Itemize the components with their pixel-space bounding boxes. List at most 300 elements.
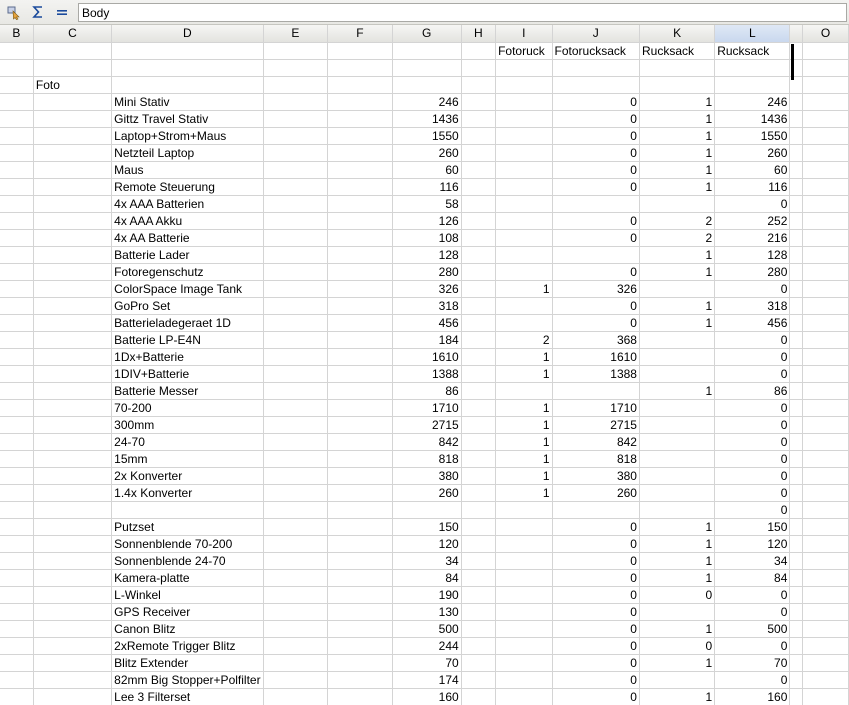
cell-G-20[interactable]: 1388 [392, 365, 461, 382]
cell-G-36[interactable]: 244 [392, 637, 461, 654]
cell-E-14[interactable] [263, 263, 328, 280]
cell-L-12[interactable]: 216 [715, 229, 790, 246]
cell-D-36[interactable]: 2xRemote Trigger Blitz [112, 637, 263, 654]
cell-M-34[interactable] [790, 603, 803, 620]
cell-B-10[interactable] [0, 195, 33, 212]
cell-O-36[interactable] [802, 637, 848, 654]
cell-M-29[interactable] [790, 518, 803, 535]
cell-F-6[interactable] [328, 127, 392, 144]
cell-C-24[interactable] [33, 433, 111, 450]
cell-H-1[interactable] [461, 42, 495, 59]
cell-D-35[interactable]: Canon Blitz [112, 620, 263, 637]
cell-H-18[interactable] [461, 331, 495, 348]
cell-M-16[interactable] [790, 297, 803, 314]
cell-K-9[interactable]: 1 [639, 178, 714, 195]
table-row[interactable] [0, 637, 849, 654]
cell-F-26[interactable] [328, 467, 392, 484]
cell-L-5[interactable]: 1436 [715, 110, 790, 127]
spreadsheet-grid[interactable] [0, 25, 849, 705]
cell-J-12[interactable]: 0 [552, 229, 639, 246]
table-row[interactable] [0, 314, 849, 331]
table-row[interactable] [0, 416, 849, 433]
table-row[interactable] [0, 178, 849, 195]
cell-K-26[interactable] [639, 467, 714, 484]
cell-O-30[interactable] [802, 535, 848, 552]
cell-B-18[interactable] [0, 331, 33, 348]
cell-K-20[interactable] [639, 365, 714, 382]
table-row[interactable] [0, 467, 849, 484]
column-header-B[interactable]: B [0, 25, 33, 42]
cell-C-6[interactable] [33, 127, 111, 144]
cell-E-15[interactable] [263, 280, 328, 297]
cell-J-3[interactable] [552, 76, 639, 93]
table-row[interactable] [0, 518, 849, 535]
cell-G-6[interactable]: 1550 [392, 127, 461, 144]
table-row[interactable] [0, 688, 849, 705]
cell-K-5[interactable]: 1 [639, 110, 714, 127]
cell-I-37[interactable] [496, 654, 552, 671]
cell-D-11[interactable]: 4x AAA Akku [112, 212, 263, 229]
cell-C-11[interactable] [33, 212, 111, 229]
table-row[interactable] [0, 144, 849, 161]
cell-D-24[interactable]: 24-70 [112, 433, 263, 450]
cell-D-16[interactable]: GoPro Set [112, 297, 263, 314]
cell-M-20[interactable] [790, 365, 803, 382]
cell-M-6[interactable] [790, 127, 803, 144]
cell-C-16[interactable] [33, 297, 111, 314]
cell-O-19[interactable] [802, 348, 848, 365]
cell-I-33[interactable] [496, 586, 552, 603]
cell-C-29[interactable] [33, 518, 111, 535]
cell-G-27[interactable]: 260 [392, 484, 461, 501]
cell-E-28[interactable] [263, 501, 328, 518]
column-header-M[interactable] [790, 25, 803, 42]
cell-D-22[interactable]: 70-200 [112, 399, 263, 416]
formula-input[interactable]: Body [78, 3, 847, 22]
cell-L-23[interactable]: 0 [715, 416, 790, 433]
cell-M-7[interactable] [790, 144, 803, 161]
table-row[interactable] [0, 569, 849, 586]
table-row[interactable] [0, 246, 849, 263]
cell-E-22[interactable] [263, 399, 328, 416]
cell-E-27[interactable] [263, 484, 328, 501]
cell-K-13[interactable]: 1 [639, 246, 714, 263]
cell-H-26[interactable] [461, 467, 495, 484]
cell-I-20[interactable]: 1 [496, 365, 552, 382]
cell-I-24[interactable]: 1 [496, 433, 552, 450]
cell-M-12[interactable] [790, 229, 803, 246]
cell-F-17[interactable] [328, 314, 392, 331]
cell-O-10[interactable] [802, 195, 848, 212]
cell-H-29[interactable] [461, 518, 495, 535]
cell-O-38[interactable] [802, 671, 848, 688]
cell-C-27[interactable] [33, 484, 111, 501]
cell-F-33[interactable] [328, 586, 392, 603]
cell-M-13[interactable] [790, 246, 803, 263]
cell-E-8[interactable] [263, 161, 328, 178]
cell-E-31[interactable] [263, 552, 328, 569]
cell-H-19[interactable] [461, 348, 495, 365]
cell-B-5[interactable] [0, 110, 33, 127]
cell-M-15[interactable] [790, 280, 803, 297]
cell-O-37[interactable] [802, 654, 848, 671]
cell-L-19[interactable]: 0 [715, 348, 790, 365]
cell-O-39[interactable] [802, 688, 848, 705]
cell-K-33[interactable]: 0 [639, 586, 714, 603]
cell-M-5[interactable] [790, 110, 803, 127]
cell-G-3[interactable] [392, 76, 461, 93]
table-row[interactable] [0, 195, 849, 212]
cell-E-36[interactable] [263, 637, 328, 654]
cell-O-23[interactable] [802, 416, 848, 433]
cell-J-6[interactable]: 0 [552, 127, 639, 144]
cell-E-12[interactable] [263, 229, 328, 246]
cell-K-28[interactable] [639, 501, 714, 518]
column-header-I[interactable]: I [496, 25, 552, 42]
cell-H-36[interactable] [461, 637, 495, 654]
cell-F-36[interactable] [328, 637, 392, 654]
cell-I-22[interactable]: 1 [496, 399, 552, 416]
cell-H-11[interactable] [461, 212, 495, 229]
cell-F-4[interactable] [328, 93, 392, 110]
cell-J-7[interactable]: 0 [552, 144, 639, 161]
cell-C-22[interactable] [33, 399, 111, 416]
cell-O-26[interactable] [802, 467, 848, 484]
cell-C-35[interactable] [33, 620, 111, 637]
cell-O-21[interactable] [802, 382, 848, 399]
cell-B-12[interactable] [0, 229, 33, 246]
cell-G-12[interactable]: 108 [392, 229, 461, 246]
cell-J-37[interactable]: 0 [552, 654, 639, 671]
cell-O-3[interactable] [802, 76, 848, 93]
cell-I-26[interactable]: 1 [496, 467, 552, 484]
cell-D-20[interactable]: 1DIV+Batterie [112, 365, 263, 382]
cell-F-7[interactable] [328, 144, 392, 161]
cell-B-25[interactable] [0, 450, 33, 467]
cell-J-8[interactable]: 0 [552, 161, 639, 178]
cell-G-21[interactable]: 86 [392, 382, 461, 399]
cell-E-21[interactable] [263, 382, 328, 399]
cell-J-16[interactable]: 0 [552, 297, 639, 314]
column-header-E[interactable]: E [263, 25, 328, 42]
cell-K-37[interactable]: 1 [639, 654, 714, 671]
cell-H-12[interactable] [461, 229, 495, 246]
cell-C-10[interactable] [33, 195, 111, 212]
cell-I-25[interactable]: 1 [496, 450, 552, 467]
cell-J-29[interactable]: 0 [552, 518, 639, 535]
cell-J-35[interactable]: 0 [552, 620, 639, 637]
cell-B-14[interactable] [0, 263, 33, 280]
cell-B-34[interactable] [0, 603, 33, 620]
cell-F-21[interactable] [328, 382, 392, 399]
cell-O-14[interactable] [802, 263, 848, 280]
cell-G-10[interactable]: 58 [392, 195, 461, 212]
cell-C-1[interactable] [33, 42, 111, 59]
cell-O-15[interactable] [802, 280, 848, 297]
cell-K-10[interactable] [639, 195, 714, 212]
cell-E-37[interactable] [263, 654, 328, 671]
cell-J-23[interactable]: 2715 [552, 416, 639, 433]
cell-F-39[interactable] [328, 688, 392, 705]
cell-E-6[interactable] [263, 127, 328, 144]
cell-I-10[interactable] [496, 195, 552, 212]
cell-D-28[interactable] [112, 501, 263, 518]
cell-B-35[interactable] [0, 620, 33, 637]
column-header-J[interactable]: J [552, 25, 639, 42]
cell-D-6[interactable]: Laptop+Strom+Maus [112, 127, 263, 144]
cell-H-30[interactable] [461, 535, 495, 552]
cell-E-2[interactable] [263, 59, 328, 76]
table-row[interactable] [0, 229, 849, 246]
cell-H-4[interactable] [461, 93, 495, 110]
cell-C-34[interactable] [33, 603, 111, 620]
cell-C-26[interactable] [33, 467, 111, 484]
cell-J-36[interactable]: 0 [552, 637, 639, 654]
cell-L-30[interactable]: 120 [715, 535, 790, 552]
cell-D-32[interactable]: Kamera-platte [112, 569, 263, 586]
cell-J-14[interactable]: 0 [552, 263, 639, 280]
cell-D-13[interactable]: Batterie Lader [112, 246, 263, 263]
cell-G-28[interactable] [392, 501, 461, 518]
cell-E-32[interactable] [263, 569, 328, 586]
cell-M-25[interactable] [790, 450, 803, 467]
cell-D-37[interactable]: Blitz Extender [112, 654, 263, 671]
cell-M-17[interactable] [790, 314, 803, 331]
cell-M-9[interactable] [790, 178, 803, 195]
cell-B-31[interactable] [0, 552, 33, 569]
cell-M-30[interactable] [790, 535, 803, 552]
cell-J-25[interactable]: 818 [552, 450, 639, 467]
cell-J-27[interactable]: 260 [552, 484, 639, 501]
cell-L-20[interactable]: 0 [715, 365, 790, 382]
cell-J-32[interactable]: 0 [552, 569, 639, 586]
cell-D-29[interactable]: Putzset [112, 518, 263, 535]
cell-G-17[interactable]: 456 [392, 314, 461, 331]
cell-G-2[interactable] [392, 59, 461, 76]
cell-D-26[interactable]: 2x Konverter [112, 467, 263, 484]
cell-G-16[interactable]: 318 [392, 297, 461, 314]
cell-I-31[interactable] [496, 552, 552, 569]
cell-B-7[interactable] [0, 144, 33, 161]
cell-E-38[interactable] [263, 671, 328, 688]
cell-F-34[interactable] [328, 603, 392, 620]
cell-D-8[interactable]: Maus [112, 161, 263, 178]
table-row[interactable] [0, 552, 849, 569]
cell-D-18[interactable]: Batterie LP-E4N [112, 331, 263, 348]
cell-G-29[interactable]: 150 [392, 518, 461, 535]
cell-C-39[interactable] [33, 688, 111, 705]
cell-G-25[interactable]: 818 [392, 450, 461, 467]
table-row[interactable] [0, 484, 849, 501]
cell-I-27[interactable]: 1 [496, 484, 552, 501]
cell-F-27[interactable] [328, 484, 392, 501]
cell-K-32[interactable]: 1 [639, 569, 714, 586]
cell-H-32[interactable] [461, 569, 495, 586]
cell-D-4[interactable]: Mini Stativ [112, 93, 263, 110]
cell-K-4[interactable]: 1 [639, 93, 714, 110]
cell-I-35[interactable] [496, 620, 552, 637]
cell-H-6[interactable] [461, 127, 495, 144]
table-row[interactable] [0, 603, 849, 620]
cell-L-11[interactable]: 252 [715, 212, 790, 229]
cell-F-31[interactable] [328, 552, 392, 569]
cell-H-23[interactable] [461, 416, 495, 433]
cell-F-30[interactable] [328, 535, 392, 552]
cell-B-9[interactable] [0, 178, 33, 195]
cell-E-35[interactable] [263, 620, 328, 637]
cell-J-39[interactable]: 0 [552, 688, 639, 705]
cell-G-24[interactable]: 842 [392, 433, 461, 450]
cell-I-15[interactable]: 1 [496, 280, 552, 297]
cell-C-30[interactable] [33, 535, 111, 552]
cell-C-19[interactable] [33, 348, 111, 365]
table-row[interactable] [0, 365, 849, 382]
cell-M-11[interactable] [790, 212, 803, 229]
cell-J-34[interactable]: 0 [552, 603, 639, 620]
cell-K-31[interactable]: 1 [639, 552, 714, 569]
cell-E-26[interactable] [263, 467, 328, 484]
table-row[interactable] [0, 110, 849, 127]
table-row[interactable] [0, 161, 849, 178]
cell-L-26[interactable]: 0 [715, 467, 790, 484]
cell-F-16[interactable] [328, 297, 392, 314]
cell-O-34[interactable] [802, 603, 848, 620]
cell-K-30[interactable]: 1 [639, 535, 714, 552]
table-row[interactable] [0, 59, 849, 76]
cell-J-19[interactable]: 1610 [552, 348, 639, 365]
column-header-K[interactable]: K [639, 25, 714, 42]
cell-G-35[interactable]: 500 [392, 620, 461, 637]
cell-C-14[interactable] [33, 263, 111, 280]
cell-L-16[interactable]: 318 [715, 297, 790, 314]
table-row[interactable] [0, 535, 849, 552]
cell-M-14[interactable] [790, 263, 803, 280]
cell-E-3[interactable] [263, 76, 328, 93]
cell-I-18[interactable]: 2 [496, 331, 552, 348]
cell-F-19[interactable] [328, 348, 392, 365]
cell-O-28[interactable] [802, 501, 848, 518]
cell-B-20[interactable] [0, 365, 33, 382]
table-row[interactable] [0, 501, 849, 518]
cell-F-23[interactable] [328, 416, 392, 433]
cell-F-5[interactable] [328, 110, 392, 127]
column-header-D[interactable]: D [112, 25, 263, 42]
cell-L-24[interactable]: 0 [715, 433, 790, 450]
cell-L-21[interactable]: 86 [715, 382, 790, 399]
cell-K-14[interactable]: 1 [639, 263, 714, 280]
cell-E-25[interactable] [263, 450, 328, 467]
cell-I-19[interactable]: 1 [496, 348, 552, 365]
cell-B-29[interactable] [0, 518, 33, 535]
cell-I-4[interactable] [496, 93, 552, 110]
cell-H-10[interactable] [461, 195, 495, 212]
cell-G-1[interactable] [392, 42, 461, 59]
cell-E-16[interactable] [263, 297, 328, 314]
column-header-L[interactable]: L [715, 25, 790, 42]
cell-H-13[interactable] [461, 246, 495, 263]
cell-I-17[interactable] [496, 314, 552, 331]
cell-F-22[interactable] [328, 399, 392, 416]
cell-D-7[interactable]: Netzteil Laptop [112, 144, 263, 161]
cell-G-39[interactable]: 160 [392, 688, 461, 705]
cell-B-2[interactable] [0, 59, 33, 76]
cell-L-31[interactable]: 34 [715, 552, 790, 569]
cell-B-4[interactable] [0, 93, 33, 110]
cell-E-7[interactable] [263, 144, 328, 161]
cell-H-7[interactable] [461, 144, 495, 161]
cell-J-22[interactable]: 1710 [552, 399, 639, 416]
cell-H-3[interactable] [461, 76, 495, 93]
cell-H-15[interactable] [461, 280, 495, 297]
cell-D-9[interactable]: Remote Steuerung [112, 178, 263, 195]
cell-M-36[interactable] [790, 637, 803, 654]
cell-B-13[interactable] [0, 246, 33, 263]
cell-H-27[interactable] [461, 484, 495, 501]
cell-C-9[interactable] [33, 178, 111, 195]
cell-I-2[interactable] [496, 59, 552, 76]
cell-C-25[interactable] [33, 450, 111, 467]
cell-J-21[interactable] [552, 382, 639, 399]
cell-D-27[interactable]: 1.4x Konverter [112, 484, 263, 501]
cell-L-8[interactable]: 60 [715, 161, 790, 178]
cell-M-4[interactable] [790, 93, 803, 110]
cell-O-31[interactable] [802, 552, 848, 569]
cell-E-34[interactable] [263, 603, 328, 620]
cell-L-22[interactable]: 0 [715, 399, 790, 416]
cell-M-39[interactable] [790, 688, 803, 705]
cell-K-6[interactable]: 1 [639, 127, 714, 144]
cell-J-15[interactable]: 326 [552, 280, 639, 297]
cell-F-15[interactable] [328, 280, 392, 297]
cell-I-23[interactable]: 1 [496, 416, 552, 433]
cell-C-3[interactable]: Foto [33, 76, 111, 93]
cell-B-28[interactable] [0, 501, 33, 518]
cell-B-37[interactable] [0, 654, 33, 671]
cell-L-4[interactable]: 246 [715, 93, 790, 110]
cell-M-23[interactable] [790, 416, 803, 433]
cell-L-2[interactable] [715, 59, 790, 76]
cell-B-8[interactable] [0, 161, 33, 178]
cell-E-1[interactable] [263, 42, 328, 59]
cell-I-32[interactable] [496, 569, 552, 586]
cell-L-18[interactable]: 0 [715, 331, 790, 348]
cell-O-25[interactable] [802, 450, 848, 467]
cell-K-21[interactable]: 1 [639, 382, 714, 399]
table-row[interactable] [0, 212, 849, 229]
cell-C-31[interactable] [33, 552, 111, 569]
cell-cursor-icon[interactable] [2, 1, 26, 23]
cell-I-11[interactable] [496, 212, 552, 229]
cell-J-28[interactable] [552, 501, 639, 518]
cell-H-21[interactable] [461, 382, 495, 399]
cell-E-20[interactable] [263, 365, 328, 382]
table-row[interactable] [0, 450, 849, 467]
cell-C-7[interactable] [33, 144, 111, 161]
cell-F-11[interactable] [328, 212, 392, 229]
cell-J-30[interactable]: 0 [552, 535, 639, 552]
cell-L-33[interactable]: 0 [715, 586, 790, 603]
cell-J-33[interactable]: 0 [552, 586, 639, 603]
cell-L-10[interactable]: 0 [715, 195, 790, 212]
cell-F-29[interactable] [328, 518, 392, 535]
cell-I-8[interactable] [496, 161, 552, 178]
cell-O-16[interactable] [802, 297, 848, 314]
cell-H-8[interactable] [461, 161, 495, 178]
cell-F-10[interactable] [328, 195, 392, 212]
cell-M-10[interactable] [790, 195, 803, 212]
cell-G-37[interactable]: 70 [392, 654, 461, 671]
cell-J-2[interactable] [552, 59, 639, 76]
